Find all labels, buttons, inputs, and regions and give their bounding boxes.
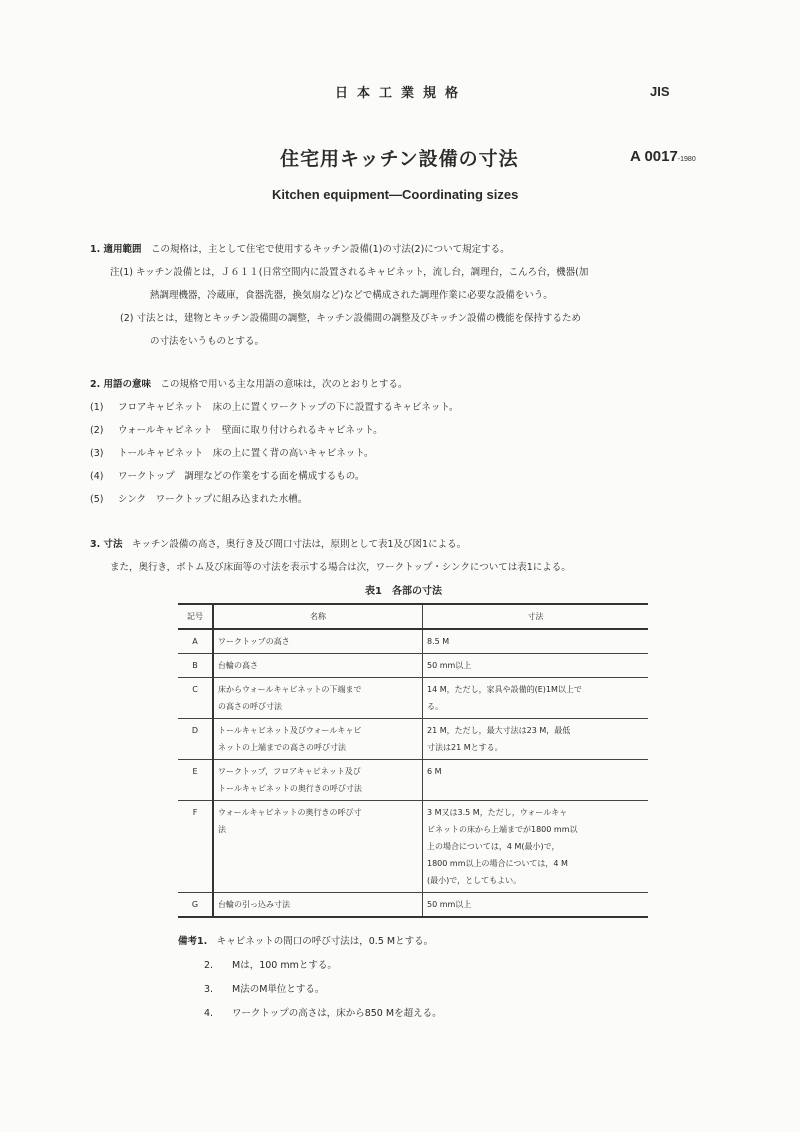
row-dimension (423, 719, 649, 760)
section-dimensions-heading: 3. 寸法 (90, 539, 123, 550)
row-dimension-line: 上の場合については，4 M(最小)で， (427, 842, 560, 851)
row-dimension-line: 50 mm以上 (427, 661, 472, 670)
note-line: 注(1) キッチン設備とは，Ｊ６１１(日常空間内に設置されるキャビネット，流し台，調理台，こんろ台，機器(加 (110, 267, 589, 278)
row-dimension-line: 寸法は21 Mとする。 (427, 743, 503, 752)
item-text: シンク ワークトップに組み込まれた水槽。 (118, 494, 308, 505)
item-text: ワークトップ 調理などの作業をする面を構成するもの。 (118, 471, 365, 482)
remark-number: 4. (204, 1008, 214, 1019)
remark-number: 2. (204, 960, 214, 971)
row-dimension (423, 760, 649, 801)
row-name (213, 893, 423, 918)
remark-line (178, 930, 442, 954)
remark-line (178, 978, 442, 1002)
row-dimension-line: 1800 mm以上の場合については，4 M (427, 859, 568, 868)
paragraph-text: この規格で用いる主な用語の意味は，次のとおりとする。 (160, 379, 408, 390)
remark-number: 3. (204, 984, 214, 995)
table-header-row (178, 604, 648, 629)
header-jis-mark: JIS (650, 84, 670, 99)
row-name-line: ワークトップ，フロアキャビネット及び (218, 767, 361, 776)
item-number: (2) (90, 425, 104, 436)
row-dimension-line: 8.5 M (427, 637, 450, 646)
row-name-line: トールキャビネットの奥行きの呼び寸法 (218, 784, 362, 793)
remark-text: Mは，100 mmとする。 (232, 960, 337, 971)
row-symbol: A (178, 629, 213, 654)
row-name-line: の高さの呼び寸法 (218, 702, 282, 711)
row-name (213, 760, 423, 801)
paragraph-text: この規格は，主として住宅で使用するキッチン設備(1)の寸法(2)について規定する。 (151, 244, 510, 255)
section-definitions-heading: 2. 用語の意味 (90, 379, 152, 390)
row-dimension (423, 678, 649, 719)
table-row (178, 654, 648, 678)
row-name (213, 719, 423, 760)
note-line: (2) 寸法とは，建物とキッチン設備間の調整，キッチン設備間の調整及びキッチン設備の機能を保持するため (120, 313, 581, 324)
row-symbol: G (178, 893, 213, 918)
standard-year: -1980 (677, 156, 696, 163)
table-caption: 表1 各部の寸法 (365, 586, 442, 597)
item-number: (1) (90, 402, 104, 413)
section-dimensions (90, 533, 740, 579)
header-organization: 日本工業規格 (335, 86, 468, 101)
row-dimension-line: ビネットの床から上端までが1800 mm以 (427, 825, 578, 834)
definition-item (90, 419, 740, 442)
item-number: (3) (90, 448, 104, 459)
remark-text: キャビネットの間口の呼び寸法は，0.5 Mとする。 (216, 936, 434, 947)
document-title: 住宅用キッチン設備の寸法 (280, 148, 519, 170)
row-symbol: C (178, 678, 213, 719)
row-symbol: F (178, 801, 213, 893)
row-name-line: 台輪の引っ込み寸法 (218, 900, 290, 909)
table-row (178, 760, 648, 801)
row-symbol: E (178, 760, 213, 801)
row-name-line: 法 (218, 825, 226, 834)
section-scope (90, 238, 740, 353)
section-dimensions-line (90, 533, 740, 556)
dimensions-table (178, 603, 648, 918)
column-header-symbol: 記号 (178, 604, 213, 629)
row-dimension (423, 801, 649, 893)
table-row (178, 893, 648, 918)
standard-number-code: A 0017 (630, 148, 678, 165)
item-text: ウォールキャビネット 壁面に取り付けられるキャビネット。 (118, 425, 383, 436)
definition-item (90, 488, 740, 511)
definition-item (90, 465, 740, 488)
section-scope-line (90, 238, 740, 261)
paragraph-text: また，奥行き，ボトム及び床面等の寸法を表示する場合は次，ワークトップ・シンクについては表1による。 (110, 562, 571, 573)
standard-number (630, 148, 696, 165)
row-dimension (423, 629, 649, 654)
row-name-line: 床からウォールキャビネットの下端まで (218, 685, 362, 694)
definition-item (90, 396, 740, 419)
table-row (178, 678, 648, 719)
remark-line (178, 1002, 442, 1026)
english-title: Kitchen equipment—Coordinating sizes (272, 187, 519, 202)
section-definitions-line (90, 373, 740, 396)
table-row (178, 629, 648, 654)
item-text: フロアキャビネット 床の上に置くワークトップの下に設置するキャビネット。 (118, 402, 459, 413)
row-dimension (423, 654, 649, 678)
row-symbol: D (178, 719, 213, 760)
row-name-line: ネットの上端までの高さの呼び寸法 (218, 743, 346, 752)
column-header-name: 名称 (213, 604, 423, 629)
note-line: 熱調理機器，冷蔵庫，食器洗器，換気扇など)などで構成された調理作業に必要な設備をいう。 (150, 290, 553, 301)
note-line: の寸法をいうものとする。 (150, 336, 265, 347)
item-text: トールキャビネット 床の上に置く背の高いキャビネット。 (118, 448, 374, 459)
remarks (178, 930, 442, 1026)
table-row (178, 719, 648, 760)
column-header-dimension: 寸法 (423, 604, 649, 629)
row-dimension-line: る。 (427, 702, 443, 711)
row-name (213, 654, 423, 678)
row-dimension-line: (最小)で，としてもよい。 (427, 876, 522, 885)
row-name (213, 678, 423, 719)
row-symbol: B (178, 654, 213, 678)
row-name-line: 台輪の高さ (218, 661, 258, 670)
remarks-heading: 備考1. (178, 936, 208, 947)
row-name-line: トールキャビネット及びウォールキャビ (218, 726, 362, 735)
row-dimension-line: 14 M，ただし，家具や設備的(E)1M以上で (427, 685, 582, 694)
section-definitions (90, 373, 740, 511)
table-row (178, 801, 648, 893)
remark-line (178, 954, 442, 978)
row-dimension-line: 21 M，ただし，最大寸法は23 M，最低 (427, 726, 571, 735)
section-scope-heading: 1. 適用範囲 (90, 244, 142, 255)
item-number: (4) (90, 471, 104, 482)
row-dimension-line: 50 mm以上 (427, 900, 472, 909)
remark-text: M法のM単位とする。 (232, 984, 325, 995)
row-name (213, 801, 423, 893)
item-number: (5) (90, 494, 104, 505)
row-name-line: ワークトップの高さ (218, 637, 290, 646)
row-name (213, 629, 423, 654)
remark-text: ワークトップの高さは，床から850 Mを超える。 (232, 1008, 442, 1019)
row-name-line: ウォールキャビネットの奥行きの呼び寸 (218, 808, 362, 817)
definition-item (90, 442, 740, 465)
paragraph-text: キッチン設備の高さ，奥行き及び間口寸法は，原則として表1及び図1による。 (132, 539, 467, 550)
row-dimension-line: 3 M又は3.5 M，ただし，ウォールキャ (427, 808, 568, 817)
row-dimension-line: 6 M (427, 767, 442, 776)
row-dimension (423, 893, 649, 918)
